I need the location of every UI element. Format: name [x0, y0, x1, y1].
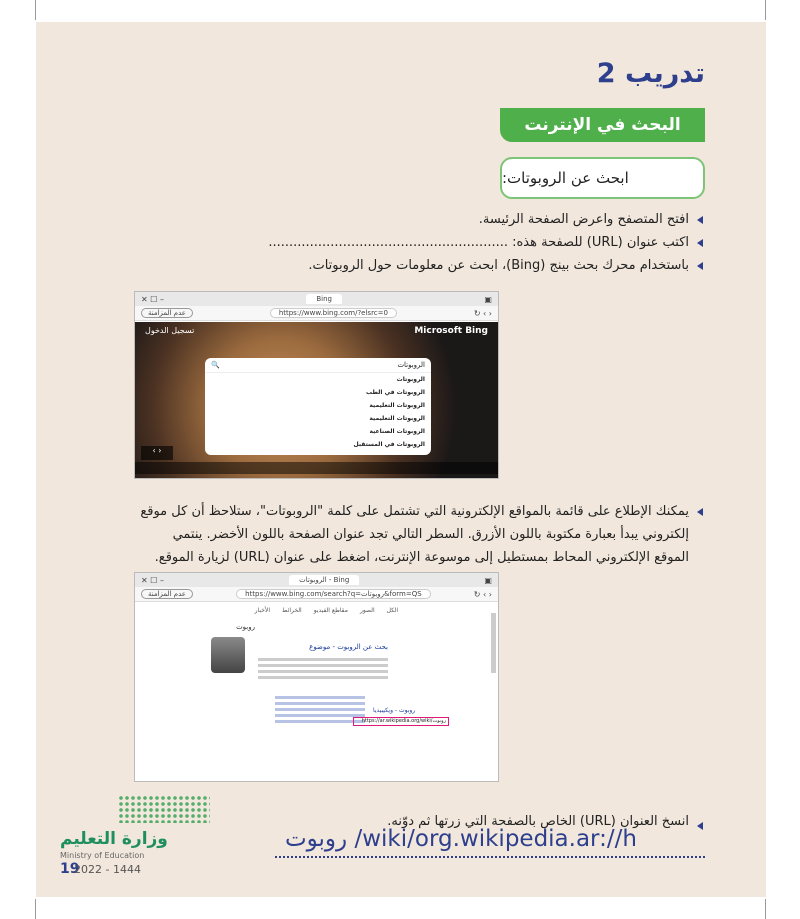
results-area	[135, 603, 498, 781]
window-controls-icon: ✕ ☐ –	[141, 294, 164, 304]
profile-pill: عدم المزامنة	[141, 308, 193, 318]
bing-logo: Microsoft Bing	[414, 326, 488, 336]
page-title: تدريب 2	[596, 58, 705, 89]
search-text: الروبوتات	[397, 361, 425, 369]
wiki-result-title: روبوت - ويكيبيديا	[373, 707, 416, 714]
handwritten-answer: روبوت /wiki/org.wikipedia.ar://h	[285, 826, 637, 852]
kp-title: روبوت	[236, 623, 255, 631]
explanation-paragraph	[135, 500, 705, 569]
tab-actions-icon: ▣	[484, 294, 492, 304]
crop-mark	[35, 899, 36, 919]
suggestion-item: الروبوتات في الطب	[365, 389, 425, 396]
ministry-name-en: Ministry of Education	[60, 851, 145, 860]
signin-link: تسجيل الدخول	[145, 326, 195, 335]
ministry-name-ar: وزارة التعليم	[60, 829, 168, 849]
url-field: https://www.bing.com/?elsrc=0	[270, 308, 397, 318]
carousel-arrows-icon: ‹ ›	[141, 446, 173, 460]
tab-news: الأخبار	[254, 607, 270, 614]
instruction-item: انسخ العنوان (URL) الخاص بالصفحة التي زرتها ثم دوّنه.	[387, 814, 705, 829]
bing-header	[135, 326, 498, 336]
instruction-item: باستخدام محرك بحث بينج (Bing)، ابحث عن معلومات حول الروبوتات.	[145, 254, 705, 277]
edition-year: 2022 - 1444	[74, 863, 141, 876]
bing-results-screenshot	[134, 572, 499, 782]
browser-tab: Bing	[306, 294, 342, 304]
address-bar	[135, 587, 498, 602]
suggestion-item: الروبوتات الصناعية	[369, 428, 425, 435]
tab-bar	[135, 292, 498, 306]
tab-images: الصور	[359, 607, 375, 614]
url-field: https://www.bing.com/search?q=روبوتات&form=QS	[236, 589, 431, 599]
tab-bar	[135, 573, 498, 587]
section-banner: البحث في الإنترنت	[500, 108, 705, 142]
scrollbar	[491, 613, 496, 673]
result-links	[275, 693, 365, 726]
address-bar	[135, 306, 498, 321]
crop-mark	[35, 0, 36, 20]
tab-all: الكل	[386, 607, 398, 614]
instruction-item: افتح المتصفح واعرض الصفحة الرئيسة.	[145, 208, 705, 231]
window-controls-icon: ✕ ☐ –	[141, 575, 164, 585]
tab-actions-icon: ▣	[484, 575, 492, 585]
task-box: ابحث عن الروبوتات:	[500, 157, 705, 199]
knowledge-panel	[145, 623, 255, 773]
page-number: 19	[60, 861, 80, 877]
suggestion-item: الروبوتات في المستقبل	[353, 441, 425, 448]
suggestion-item: الروبوتات	[396, 376, 425, 383]
nav-arrows-icon: ↻ ‹ ›	[473, 308, 492, 318]
bing-background	[135, 322, 498, 478]
instruction-item: اكتب عنوان (URL) للصفحة هذه: ..........................................................	[145, 231, 705, 254]
search-icon: 🔍	[211, 361, 220, 369]
bing-home-screenshot	[134, 291, 499, 479]
search-suggestions	[205, 358, 431, 455]
result-title: بحث عن الروبوت - موضوع	[309, 643, 388, 651]
bing-footer	[135, 462, 498, 474]
search-row	[205, 358, 431, 373]
robot-image	[211, 637, 245, 673]
crop-mark	[765, 899, 766, 919]
wiki-url-highlight: https://ar.wikipedia.org/wiki/روبوت	[353, 717, 449, 726]
crop-mark	[765, 0, 766, 20]
suggestion-item: الروبوتات التعليمية	[369, 402, 425, 409]
nav-arrows-icon: ↻ ‹ ›	[473, 589, 492, 599]
browser-tab: الروبوتات - Bing	[289, 575, 359, 585]
answer-line	[275, 856, 705, 858]
tab-videos: مقاطع الفيديو	[313, 607, 348, 614]
ministry-dots-icon	[118, 795, 210, 823]
paragraph-text: يمكنك الإطلاع على قائمة بالمواقع الإلكترونية التي تشتمل على كلمة "الروبوتات"، ستلاحظ أن كل موقع إلكتروني يبدأ بعبارة مكتوبة باللون الأزرق. السطر التالي تجد عنوان الصفحة باللون الأخضر. ينتمي الموقع الإلكتروني المحاط بمستطيل إلى موسوعة الإنترنت، اضغط على عنوان (URL) لزيارة الموقع.	[135, 500, 705, 569]
result-snippet	[258, 655, 388, 682]
suggestion-item: الروبوتات التعليمية	[369, 415, 425, 422]
instruction-list	[145, 208, 705, 277]
result-tabs	[255, 607, 398, 614]
profile-pill: عدم المزامنة	[141, 589, 193, 599]
tab-maps: الخرائط	[282, 607, 302, 614]
